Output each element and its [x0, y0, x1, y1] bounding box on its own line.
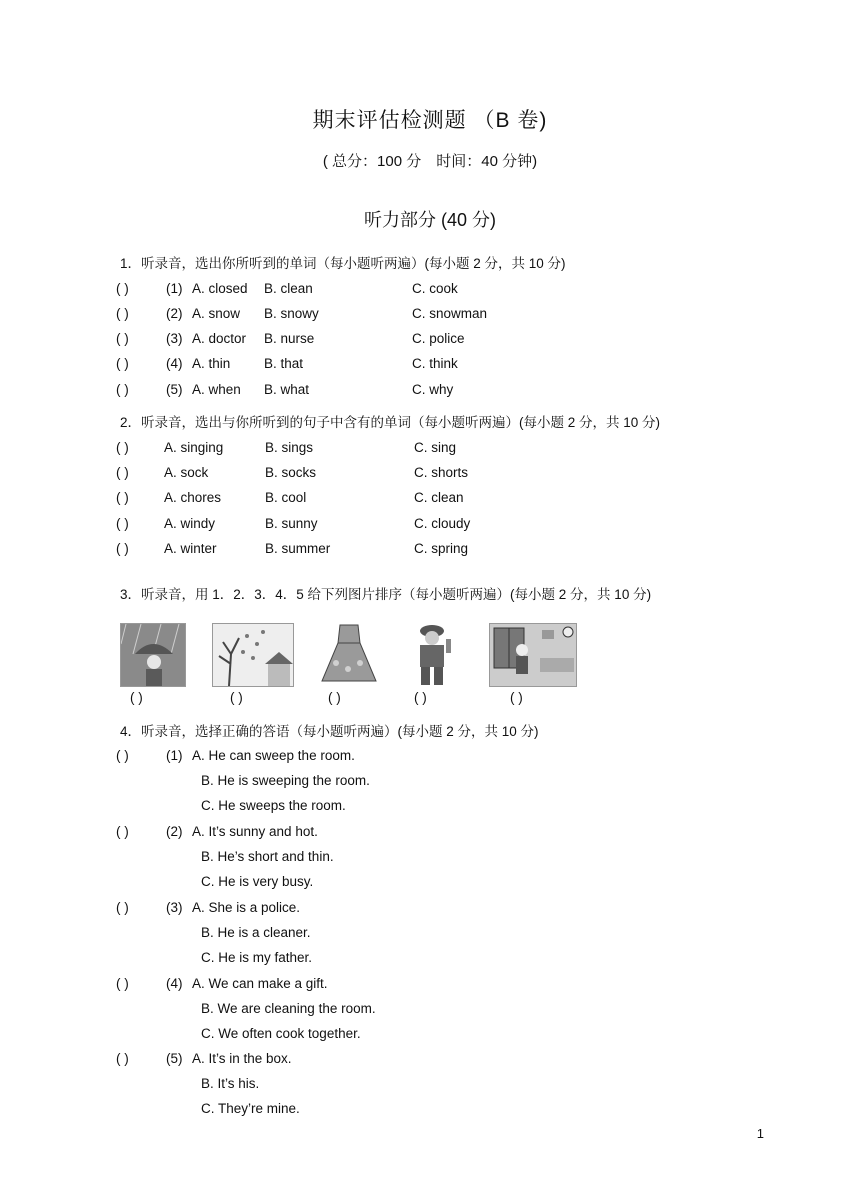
girl-in-rain-picture [120, 623, 186, 687]
answer-paren: ( ) [116, 516, 129, 531]
option-c: C. snowman [412, 306, 488, 321]
option-a: A. snow [192, 306, 241, 321]
option-c: C. shorts [414, 465, 469, 480]
option-b: B. nurse [264, 331, 315, 346]
option-c: C. police [412, 331, 465, 346]
option-c: C. We often cook together. [201, 1026, 361, 1041]
item-number: (5) [166, 382, 183, 397]
option-b: B. He’s short and thin. [201, 849, 334, 864]
option-a: A. windy [164, 516, 216, 531]
answer-paren: ( ) [116, 824, 129, 839]
answer-paren: ( ) [116, 465, 129, 480]
option-b: B. He is a cleaner. [201, 925, 311, 940]
option-c: C. He sweeps the room. [201, 798, 346, 813]
option-c: C. why [412, 382, 454, 397]
item-number: (2) [166, 824, 183, 839]
item-number: (4) [166, 356, 183, 371]
page-number: 1 [756, 1126, 764, 1141]
option-a: A. We can make a gift. [192, 976, 328, 991]
option-b: B. We are cleaning the room. [201, 1001, 376, 1016]
firefighter-picture [408, 623, 458, 685]
option-a: A. closed [192, 281, 248, 296]
option-b: B. snowy [264, 306, 319, 321]
option-a: A. doctor [192, 331, 247, 346]
page-title: 期末评估检测题 （B 卷) [312, 109, 548, 132]
item-number: (2) [166, 306, 183, 321]
dress-picture [318, 623, 380, 685]
option-c: C. spring [414, 541, 469, 556]
option-a: A. It’s in the box. [192, 1051, 292, 1066]
answer-paren: ( ) [116, 541, 129, 556]
option-b: B. what [264, 382, 310, 397]
option-a: A. winter [164, 541, 217, 556]
answer-paren: ( ) [328, 690, 341, 705]
score-time-info: ( 总分：100 分 时间：40 分钟) [322, 153, 538, 170]
answer-paren: ( ) [116, 440, 129, 455]
answer-paren: ( ) [116, 748, 129, 763]
option-c: C. cook [412, 281, 458, 296]
q3-heading: 3．听录音，用 1．2．3．4．5 给下列图片排序（每小题听两遍）(每小题 2 分，共 10 分) [120, 587, 652, 602]
item-number: (1) [166, 748, 183, 763]
option-b: B. cool [265, 490, 307, 505]
option-c: C. think [412, 356, 458, 371]
option-c: C. sing [414, 440, 457, 455]
answer-paren: ( ) [414, 690, 427, 705]
item-number: (1) [166, 281, 183, 296]
q2-heading: 2．听录音，选出与你所听到的句子中含有的单词（每小题听两遍）(每小题 2 分，共 10 分) [120, 415, 661, 430]
option-c: C. He is my father. [201, 950, 313, 965]
option-b: B. clean [264, 281, 313, 296]
option-b: B. that [264, 356, 304, 371]
option-a: A. It’s sunny and hot. [192, 824, 318, 839]
option-a: A. He can sweep the room. [192, 748, 355, 763]
option-a: A. chores [164, 490, 222, 505]
item-number: (3) [166, 900, 183, 915]
option-a: A. She is a police. [192, 900, 301, 915]
answer-paren: ( ) [116, 306, 129, 321]
option-a: A. singing [164, 440, 224, 455]
answer-paren: ( ) [116, 356, 129, 371]
option-b: B. sings [265, 440, 314, 455]
item-number: (3) [166, 331, 183, 346]
answer-paren: ( ) [130, 690, 143, 705]
answer-paren: ( ) [230, 690, 243, 705]
boy-cleaning-window-picture [489, 623, 577, 687]
option-c: C. clean [414, 490, 464, 505]
item-number: (5) [166, 1051, 183, 1066]
option-a: A. sock [164, 465, 209, 480]
option-c: C. They’re mine. [201, 1101, 300, 1116]
answer-paren: ( ) [116, 976, 129, 991]
q4-heading: 4．听录音，选择正确的答语（每小题听两遍）(每小题 2 分，共 10 分) [120, 724, 539, 739]
option-b: B. He is sweeping the room. [201, 773, 370, 788]
answer-paren: ( ) [116, 331, 129, 346]
option-b: B. It’s his. [201, 1076, 260, 1091]
option-a: A. when [192, 382, 241, 397]
answer-paren: ( ) [116, 900, 129, 915]
answer-paren: ( ) [116, 490, 129, 505]
answer-paren: ( ) [116, 382, 129, 397]
answer-paren: ( ) [510, 690, 523, 705]
option-c: C. He is very busy. [201, 874, 314, 889]
option-b: B. summer [265, 541, 331, 556]
q1-heading: 1．听录音，选出你所听到的单词（每小题听两遍）(每小题 2 分，共 10 分) [120, 256, 566, 271]
option-c: C. cloudy [414, 516, 471, 531]
option-b: B. sunny [265, 516, 318, 531]
autumn-tree-house-picture [212, 623, 294, 687]
section-heading: 听力部分 (40 分) [363, 210, 496, 230]
option-a: A. thin [192, 356, 231, 371]
answer-paren: ( ) [116, 1051, 129, 1066]
answer-paren: ( ) [116, 281, 129, 296]
item-number: (4) [166, 976, 183, 991]
option-b: B. socks [265, 465, 317, 480]
